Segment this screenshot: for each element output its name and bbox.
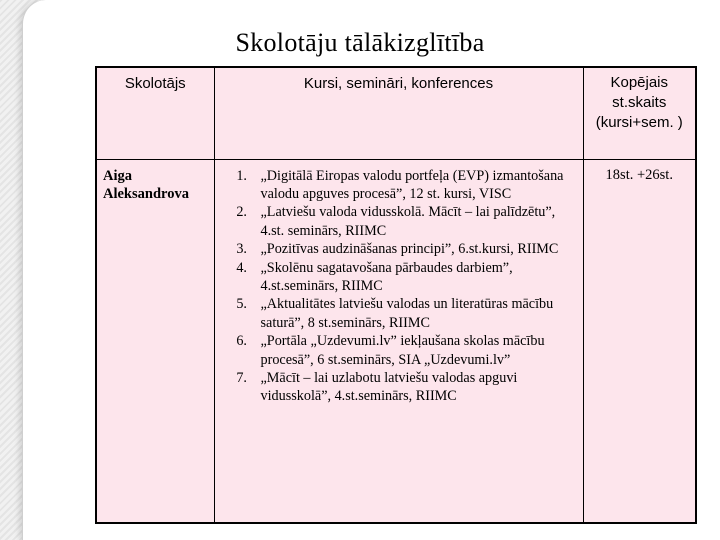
list-item: 4. „Skolēnu sagatavošana pārbaudes darbiem”, 4.st.seminārs, RIIMC [251,259,579,296]
table-row [96,159,696,523]
header-teacher: Skolotājs [96,67,214,159]
header-row [96,67,696,159]
list-item: 6. „Portāla „Uzdevumi.lv” iekļaušana skolas mācību procesā”, 6 st.seminārs, SIA „Uzdevumi.lv” [251,332,579,369]
courses-cell [214,159,583,523]
training-table [95,66,697,524]
list-item: 5. „Aktualitātes latviešu valodas un literatūras mācību saturā”, 8 st.seminārs, RIIMC [251,295,579,332]
total-hours-cell: 18st. +26st. [583,159,696,523]
list-item: 7. „Mācīt – lai uzlabotu latviešu valodas apguvi vidusskolā”, 4.st.seminārs, RIIMC [251,369,579,406]
teacher-first-name: Aiga [103,167,132,184]
course-list [215,167,579,406]
list-item: 1. „Digitālā Eiropas valodu portfeļa (EVP) izmantošana valodu apguves procesā”, 12 st. kursi, VISC [251,167,579,204]
teacher-last-name: Aleksandrova [103,185,189,202]
header-total-hours: Kopējais st.skaits (kursi+sem. ) [583,67,696,159]
teacher-name-cell [96,159,214,523]
list-item: 2. „Latviešu valoda vidusskolā. Mācīt – lai palīdzētu”, 4.st. seminārs, RIIMC [251,203,579,240]
list-item: 3. „Pozitīvas audzināšanas principi”, 6.st.kursi, RIIMC [251,240,579,258]
slide-title: Skolotāju tālākizglītība [235,28,485,57]
header-courses: Kursi, semināri, konferences [214,67,583,159]
